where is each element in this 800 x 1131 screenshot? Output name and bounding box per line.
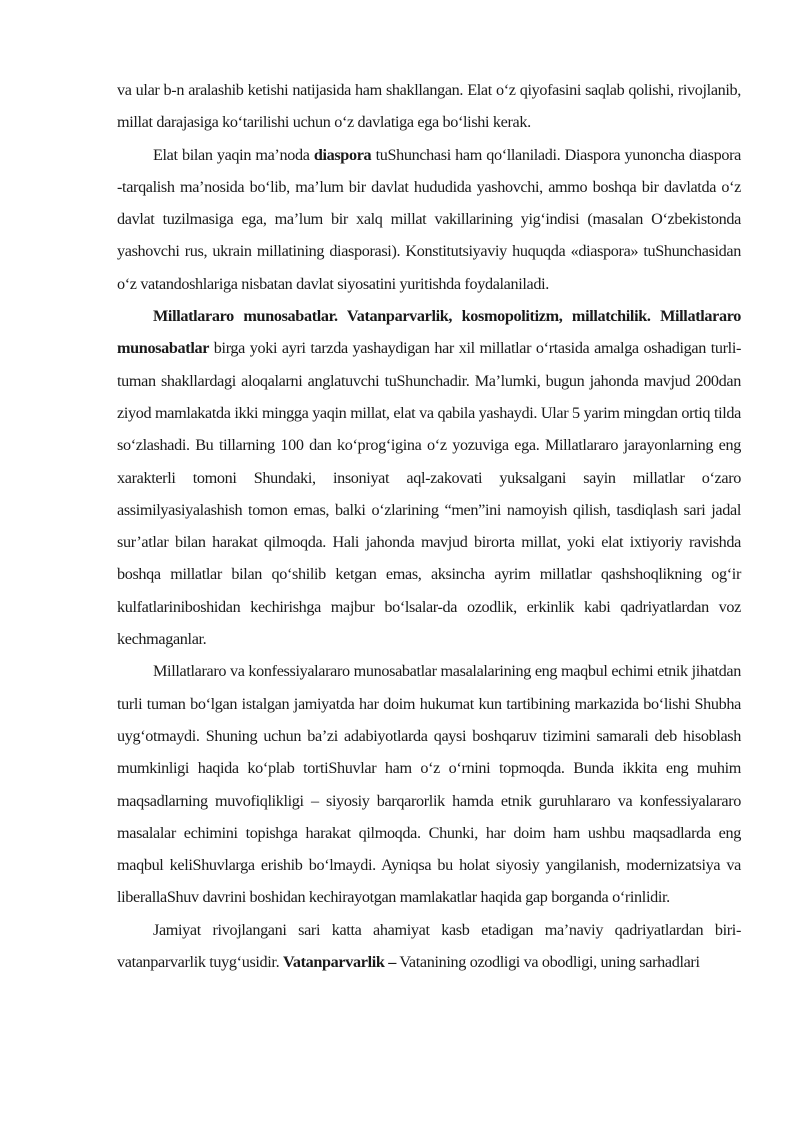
paragraph-continuation bbox=[117, 74, 741, 139]
term-diaspora: diaspora bbox=[313, 145, 372, 164]
paragraph-confessional-relations bbox=[117, 655, 741, 913]
document-body bbox=[117, 74, 741, 978]
section-heading: Millatlararo munosabatlar. Vatanparvarlik, kosmopolitizm, millatchilik. Millatlararo munosabatlar bbox=[117, 307, 741, 358]
term-patriotism: Vatanparvarlik – bbox=[282, 953, 396, 972]
text-segment: Elat bilan yaqin ma’noda bbox=[153, 145, 314, 164]
paragraph-diaspora bbox=[117, 139, 741, 300]
text-segment: tuShunchasi ham qo‘llaniladi. Diaspora yunoncha diaspora -tarqalish ma’nosida bo‘lib, ma’lum bir davlat hududida yashovchi, ammo boshqa bir davlatda o‘z davlat tuzilmasiga ega, ma’lum bir xalq millat vakillarining yig‘indisi (masalan O‘zbekistonda yashovchi rus, ukrain millatining diasporasi). Konstitutsiyaviy huquqda «diaspora» tuShunchasidan o‘z vatandoshlariga nisbatan davlat siyosatini yuritishda foydalaniladi. bbox=[117, 145, 741, 293]
paragraph-patriotism bbox=[117, 914, 741, 979]
text-segment: birga yoki ayri tarzda yashaydigan har xil millatlar o‘rtasida amalga oshadigan turli-tuman shakllardagi aloqalarni anglatuvchi tuShunchadir. Ma’lumki, bugun jahonda mavjud 200dan ziyod mamlakatda ikki mingga yaqin millat, elat va qabila yashaydi. Ular 5 yarim mingdan ortiq tilda so‘zlashadi. Bu tillarning 100 dan ko‘prog‘igina o‘z yozuviga ega. Millatlararo jarayonlarning eng xarakterli tomoni Shundaki, insoniyat aql-zakovati yuksalgani sayin millatlar o‘zaro assimilyasiyalashish tomon emas, balki o‘zlarining “men”ini namoyish qilish, tasdiqlash sari jadal sur’atlar bilan harakat qilmoqda. Hali jahonda mavjud birorta millat, yoki elat ixtiyoriy ravishda boshqa millatlar bilan qo‘shilib ketgan emas, aksincha ayrim millatlar qashshoqlikning og‘ir kulfatlariniboshidan kechirishga majbur bo‘lsalar-da ozodlik, erkinlik kabi qadriyatlardan voz kechmaganlar. bbox=[117, 339, 742, 649]
text-segment: Jamiyat rivojlangani sari katta ahamiyat kasb etadigan ma’naviy qadriyatlardan biri-vatanparvarlik tuyg‘usidir. bbox=[117, 920, 741, 972]
paragraph-interethnic-relations bbox=[117, 300, 741, 655]
text-segment: va ular b-n aralashib ketishi natijasida ham shakllangan. Elat o‘z qiyofasini saqlab qolishi, rivojlanib, millat darajasiga ko‘tarilishi uchun o‘z davlatiga ega bo‘lishi kerak. bbox=[117, 81, 741, 132]
text-segment: Vatanining ozodligi va obodligi, uning sarhadlari bbox=[399, 953, 700, 972]
text-segment: Millatlararo va konfessiyalararo munosabatlar masalalarining eng maqbul echimi etnik jihatdan turli tuman bo‘lgan istalgan jamiyatda har doim hukumat kun tartibining markazida bo‘lishi Shubha uyg‘otmaydi. Shuning uchun ba’zi adabiyotlarda qaysi boshqaruv tizimini samarali deb hisoblash mumkinligi haqida ko‘plab tortiShuvlar ham o‘z o‘rnini topmoqda. Bunda ikkita eng muhim maqsadlarning muvofiqlikligi – siyosiy barqarorlik hamda etnik guruhlararo va konfessiyalararo masalalar echimini topishga harakat qilmoqda. Chunki, har doim ham ushbu maqsadlarda eng maqbul keliShuvlarga erishib bo‘lmaydi. Ayniqsa bu holat siyosiy yangilanish, modernizatsiya va liberallaShuv davrini boshidan kechirayotgan mamlakatlar haqida gap borganda o‘rinlidir. bbox=[117, 662, 741, 907]
